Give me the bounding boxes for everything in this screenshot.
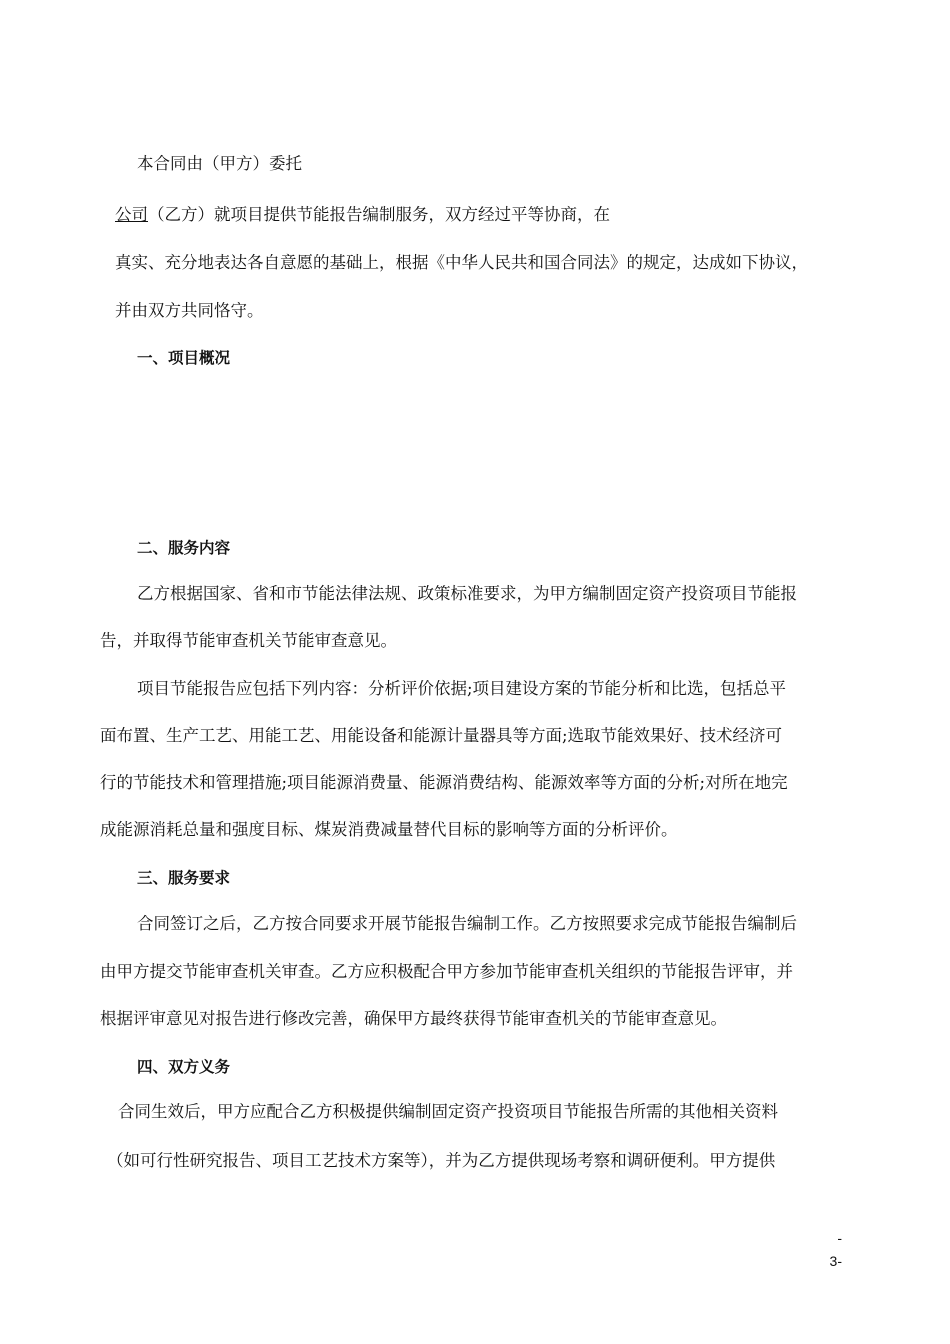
- section-2-p2-line-3: 行的节能技术和管理措施;项目能源消费量、能源消费结构、能源效率等方面的分析;对所在地完: [100, 773, 788, 792]
- intro-line-2-rest: （乙方）就项目提供节能报告编制服务，双方经过平等协商，在: [148, 205, 610, 224]
- page-number: 3-: [829, 1253, 842, 1269]
- section-2-p1-line-1: 乙方根据国家、省和市节能法律法规、政策标准要求，为甲方编制固定资产投资项目节能报: [137, 584, 797, 603]
- section-1-title: 一、项目概况: [137, 349, 231, 367]
- section-3-p1-line-1: 合同签订之后，乙方按合同要求开展节能报告编制工作。乙方按照要求完成节能报告编制后: [137, 914, 797, 933]
- section-2-title: 二、服务内容: [137, 539, 231, 557]
- section-3-p1-line-2: 由甲方提交节能审查机关审查。乙方应积极配合甲方参加节能审查机关组织的节能报告评审，并: [100, 962, 793, 981]
- intro-line-2: [115, 203, 610, 227]
- page-dash: -: [837, 1230, 842, 1246]
- section-4-p1-line-2: （如可行性研究报告、项目工艺技术方案等），并为乙方提供现场考察和调研便利。甲方提供: [107, 1151, 776, 1170]
- section-3-title: 三、服务要求: [137, 869, 231, 887]
- intro-line-3: 真实、充分地表达各自意愿的基础上，根据《中华人民共和国合同法》的规定，达成如下协议，: [115, 253, 808, 272]
- section-4-title: 四、双方义务: [137, 1058, 231, 1076]
- section-2-p2-line-2: 面布置、生产工艺、用能工艺、用能设备和能源计量器具等方面;选取节能效果好、技术经济可: [100, 726, 783, 745]
- intro-line-4: 并由双方共同恪守。: [115, 301, 264, 320]
- section-4-p1-line-1: 合同生效后，甲方应配合乙方积极提供编制固定资产投资项目节能报告所需的其他相关资料: [118, 1102, 778, 1121]
- intro-line-1: 本合同由（甲方）委托: [137, 154, 302, 173]
- section-2-p2-line-1: 项目节能报告应包括下列内容：分析评价依据;项目建设方案的节能分析和比选，包括总平: [137, 679, 787, 698]
- section-3-p1-line-3: 根据评审意见对报告进行修改完善，确保甲方最终获得节能审查机关的节能审查意见。: [100, 1009, 727, 1028]
- company-underlined: 公司: [115, 205, 148, 224]
- section-2-p2-line-4: 成能源消耗总量和强度目标、煤炭消费减量替代目标的影响等方面的分析评价。: [100, 820, 678, 839]
- section-2-p1-line-2: 告，并取得节能审查机关节能审查意见。: [100, 631, 397, 650]
